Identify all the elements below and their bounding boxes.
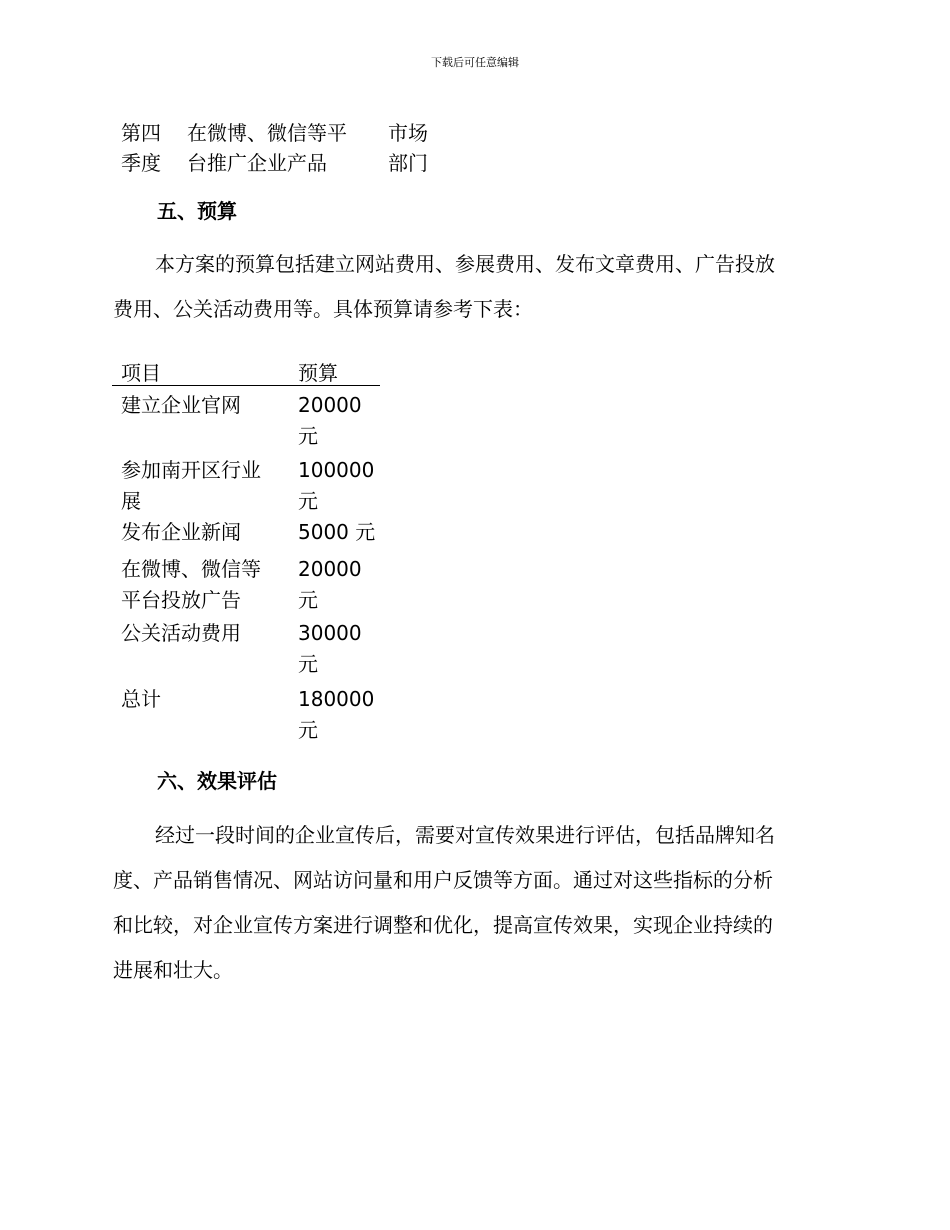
prev-row-owner-line1: 市场 bbox=[388, 121, 428, 145]
row-item: 在微博、微信等 平台投放广告 bbox=[121, 557, 261, 612]
table-row bbox=[112, 451, 380, 517]
prev-row-activity-line1: 在微博、微信等平 bbox=[187, 121, 347, 145]
section6-line4: 进展和壮大。 bbox=[113, 958, 233, 982]
section6-line3: 和比较，对企业宣传方案进行调整和优化，提高宣传效果，实现企业持续的 bbox=[113, 913, 773, 937]
row-amount: 180000 元 bbox=[298, 687, 375, 742]
prev-row-activity-line2: 台推广企业产品 bbox=[187, 151, 327, 175]
prev-row-activity bbox=[187, 118, 347, 178]
prev-row-period-line1: 第四 bbox=[121, 121, 161, 145]
section6-paragraph bbox=[113, 813, 833, 993]
section6-line2: 度、产品销售情况、网站访问量和用户反馈等方面。通过对这些指标的分析 bbox=[113, 868, 773, 892]
row-item: 发布企业新闻 bbox=[121, 520, 241, 544]
section5-para-line2: 费用、公关活动费用等。具体预算请参考下表： bbox=[113, 297, 533, 321]
row-amount: 20000 元 bbox=[298, 393, 362, 448]
prev-row-owner bbox=[388, 118, 428, 178]
col-header-item: 项目 bbox=[121, 361, 161, 385]
row-item: 总计 bbox=[121, 687, 161, 711]
budget-table-header bbox=[112, 355, 380, 386]
section6-line1: 经过一段时间的企业宣传后，需要对宣传效果进行评估，包括品牌知名 bbox=[155, 823, 775, 847]
section6-heading: 六、效果评估 bbox=[157, 769, 277, 793]
col-header-budget: 预算 bbox=[298, 361, 338, 385]
table-row bbox=[112, 517, 380, 552]
row-item: 建立企业官网 bbox=[121, 393, 241, 417]
page-header: 下载后可任意编辑 bbox=[431, 56, 519, 69]
table-row bbox=[112, 552, 380, 618]
section5-heading: 五、预算 bbox=[157, 199, 237, 223]
row-amount: 30000 元 bbox=[298, 621, 362, 676]
budget-table bbox=[112, 355, 380, 750]
row-item: 公关活动费用 bbox=[121, 621, 241, 645]
row-amount: 5000 元 bbox=[298, 520, 376, 544]
table-row bbox=[112, 684, 380, 750]
prev-row-owner-line2: 部门 bbox=[388, 151, 428, 175]
row-item: 参加南开区行业 展 bbox=[121, 458, 261, 513]
section5-para-line1: 本方案的预算包括建立网站费用、参展费用、发布文章费用、广告投放 bbox=[155, 252, 775, 276]
prev-row-period bbox=[121, 118, 161, 178]
row-amount: 100000 元 bbox=[298, 458, 375, 513]
prev-row-period-line2: 季度 bbox=[121, 151, 161, 175]
row-amount: 20000 元 bbox=[298, 557, 362, 612]
table-row bbox=[112, 386, 380, 451]
section5-paragraph bbox=[113, 242, 833, 332]
table-row bbox=[112, 618, 380, 684]
